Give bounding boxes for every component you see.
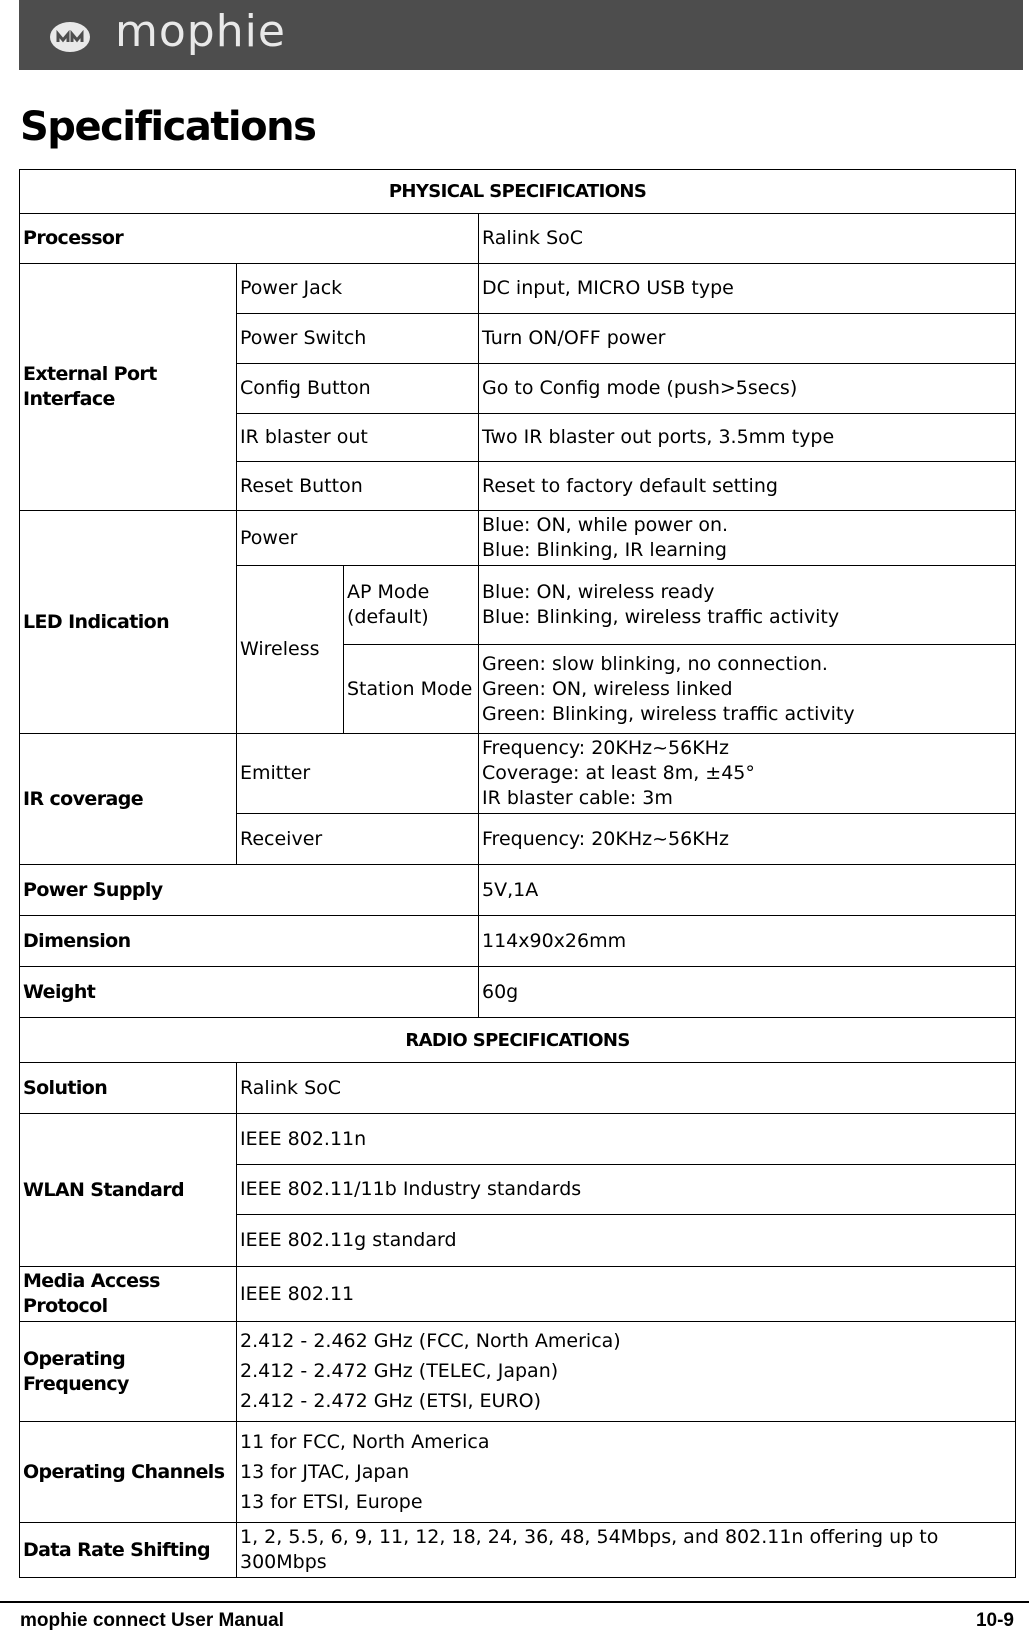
wlan-standard-value: IEEE 802.11g standard (237, 1215, 1016, 1267)
mophie-logo-icon (46, 21, 98, 53)
value-line: Green: ON, wireless linked (482, 677, 733, 700)
port-value: Two IR blaster out ports, 3.5mm type (479, 414, 1016, 462)
power-supply-value: 5V,1A (479, 865, 1016, 916)
header-banner (19, 0, 1023, 70)
value-line: Blue: ON, wireless ready (482, 581, 715, 603)
value-line: 11 for FCC, North America (240, 1430, 490, 1453)
dimension-value: 114x90x26mm (479, 916, 1016, 967)
brand-name: mophie (115, 6, 286, 57)
led-power-value (479, 511, 1016, 566)
ir-receiver-name: Receiver (237, 814, 479, 865)
value-line: Blue: Blinking, wireless traffic activity (482, 606, 840, 628)
ir-emitter-name: Emitter (237, 734, 479, 814)
table-row (20, 967, 1016, 1018)
table-row (20, 264, 1016, 314)
value-line: 2.412 - 2.462 GHz (FCC, North America) (240, 1330, 621, 1352)
processor-value: Ralink SoC (479, 214, 1016, 264)
port-name: IR blaster out (237, 414, 479, 462)
port-name: Config Button (237, 364, 479, 414)
value-line: 13 for ETSI, Europe (240, 1490, 423, 1513)
value-line: Frequency: 20KHz~56KHz (482, 737, 729, 759)
value-line: Blue: ON, while power on. (482, 514, 729, 536)
led-wireless-name: Wireless (237, 566, 344, 734)
table-row (20, 1322, 1016, 1422)
weight-value: 60g (479, 967, 1016, 1018)
operating-channels-label: Operating Channels (20, 1422, 237, 1523)
value-line: Coverage: at least 8m, ±45° (482, 762, 755, 784)
led-label: LED Indication (20, 511, 237, 734)
value-line: Green: slow blinking, no connection. (482, 652, 828, 675)
port-value: Go to Config mode (push>5secs) (479, 364, 1016, 414)
table-row (20, 1063, 1016, 1114)
dimension-label: Dimension (20, 916, 479, 967)
processor-label: Processor (20, 214, 479, 264)
radio-heading: RADIO SPECIFICATIONS (20, 1018, 1016, 1063)
weight-label: Weight (20, 967, 479, 1018)
port-name: Reset Button (237, 462, 479, 511)
footer-page-number: 10-9 (975, 1610, 1014, 1631)
led-station-mode-name: Station Mode (344, 645, 479, 734)
value-line: 2.412 - 2.472 GHz (ETSI, EURO) (240, 1390, 542, 1412)
data-rate-shifting-value: 1, 2, 5.5, 6, 9, 11, 12, 18, 24, 36, 48, 54Mbps, and 802.11n offering up to 300Mbps (237, 1523, 1016, 1578)
led-ap-mode-name: AP Mode (default) (344, 566, 479, 645)
operating-channels-value (237, 1422, 1016, 1523)
wlan-standard-value: IEEE 802.11/11b Industry standards (237, 1165, 1016, 1215)
ir-coverage-label: IR coverage (20, 734, 237, 865)
external-port-label: External Port Interface (20, 264, 237, 511)
operating-frequency-label: Operating Frequency (20, 1322, 237, 1422)
led-station-mode-value (479, 645, 1016, 734)
table-row (20, 1018, 1016, 1063)
port-name: Power Switch (237, 314, 479, 364)
table-row (20, 865, 1016, 916)
led-power-name: Power (237, 511, 479, 566)
solution-label: Solution (20, 1063, 237, 1114)
value-line: 2.412 - 2.472 GHz (TELEC, Japan) (240, 1360, 559, 1382)
operating-frequency-value (237, 1322, 1016, 1422)
table-row (20, 170, 1016, 214)
value-line: IR blaster cable: 3m (482, 787, 673, 809)
footer-manual-title: mophie connect User Manual (20, 1610, 284, 1631)
table-row (20, 916, 1016, 967)
media-access-protocol-label: Media Access Protocol (20, 1267, 237, 1322)
value-line: Green: Blinking, wireless traffic activity (482, 702, 855, 725)
table-row (20, 1114, 1016, 1165)
ir-emitter-value (479, 734, 1016, 814)
physical-heading: PHYSICAL SPECIFICATIONS (20, 170, 1016, 214)
page-title: Specifications (20, 104, 316, 150)
solution-value: Ralink SoC (237, 1063, 1016, 1114)
port-value: Reset to factory default setting (479, 462, 1016, 511)
table-row (20, 1523, 1016, 1578)
led-ap-mode-value (479, 566, 1016, 645)
table-row (20, 1267, 1016, 1322)
table-row (20, 734, 1016, 814)
specifications-table (19, 169, 1016, 1578)
data-rate-shifting-label: Data Rate Shifting (20, 1523, 237, 1578)
port-value: Turn ON/OFF power (479, 314, 1016, 364)
table-row (20, 511, 1016, 566)
table-row (20, 214, 1016, 264)
media-access-protocol-value: IEEE 802.11 (237, 1267, 1016, 1322)
power-supply-label: Power Supply (20, 865, 479, 916)
ir-receiver-value: Frequency: 20KHz~56KHz (479, 814, 1016, 865)
table-row (20, 1422, 1016, 1523)
value-line: 13 for JTAC, Japan (240, 1460, 410, 1483)
value-line: Blue: Blinking, IR learning (482, 539, 727, 561)
footer-divider (0, 1601, 1029, 1603)
port-name: Power Jack (237, 264, 479, 314)
port-value: DC input, MICRO USB type (479, 264, 1016, 314)
wlan-standard-value: IEEE 802.11n (237, 1114, 1016, 1165)
wlan-standard-label: WLAN Standard (20, 1114, 237, 1267)
